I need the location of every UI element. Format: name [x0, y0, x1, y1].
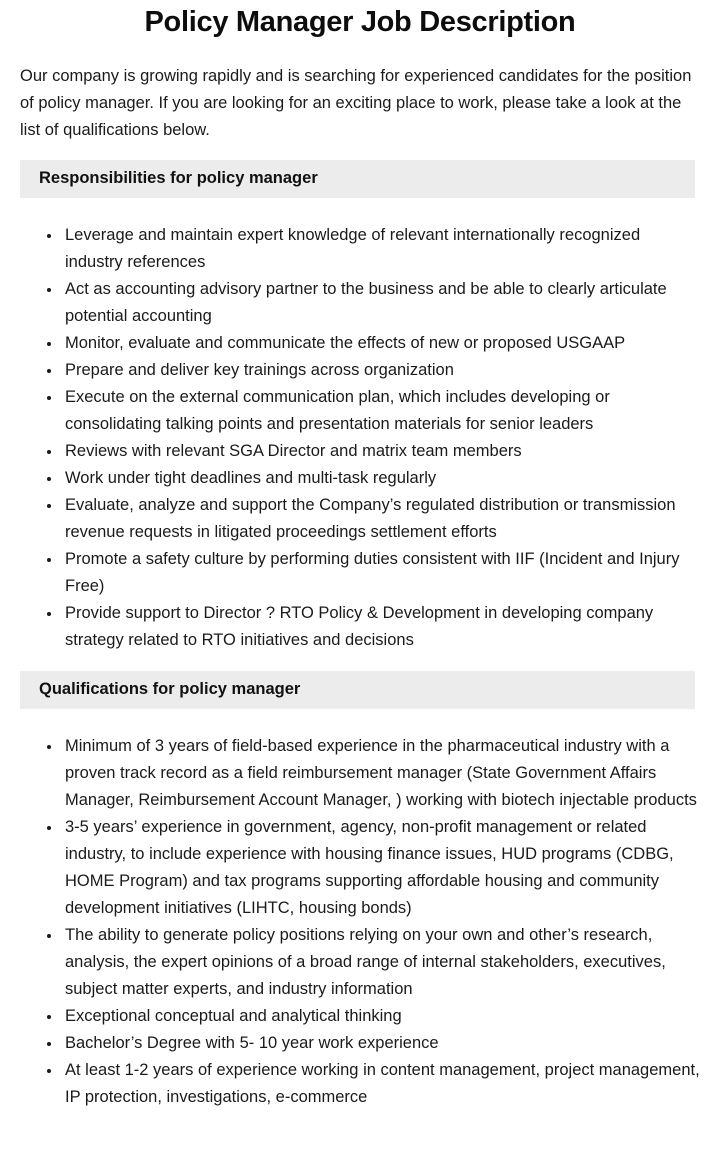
bullet-item: • 3-5 years’ experience in government, agency, non-profit management or related industry, to include experience with housing finance issues, HUD programs (CDBG, HOME Program) and tax programs supporting affordable housing and community development initiatives (LIHTC, housing bonds)	[62, 814, 700, 922]
bullet-item: • Exceptional conceptual and analytical thinking	[62, 1003, 700, 1030]
responsibilities-list	[20, 222, 700, 654]
section-header-qualifications: Qualifications for policy manager	[20, 671, 695, 709]
bullet-item: • Monitor, evaluate and communicate the effects of new or proposed USGAAP	[62, 330, 700, 357]
section-header-responsibilities: Responsibilities for policy manager	[20, 160, 695, 198]
bullet-item: • Bachelor’s Degree with 5- 10 year work experience	[62, 1030, 700, 1057]
bullet-item: • The ability to generate policy positions relying on your own and other’s research, analysis, the expert opinions of a broad range of internal stakeholders, executives, subject matter experts, and industry information	[62, 922, 700, 1003]
bullet-item: • Evaluate, analyze and support the Company’s regulated distribution or transmission revenue requests in litigated proceedings settlement efforts	[62, 492, 700, 546]
bullet-item: • Work under tight deadlines and multi-task regularly	[62, 465, 700, 492]
bullet-item: • Execute on the external communication plan, which includes developing or consolidating talking points and presentation materials for senior leaders	[62, 384, 700, 438]
page-title: Policy Manager Job Description	[144, 6, 576, 38]
bullet-item: • Promote a safety culture by performing duties consistent with IIF (Incident and Injury Free)	[62, 546, 700, 600]
bullet-item: • Provide support to Director ? RTO Policy & Development in developing company strategy related to RTO initiatives and decisions	[62, 600, 700, 654]
bullet-item: • Leverage and maintain expert knowledge of relevant internationally recognized industry references	[62, 222, 700, 276]
intro-paragraph: Our company is growing rapidly and is searching for experienced candidates for the position of policy manager. If you are looking for an exciting place to work, please take a look at the list of qualifications below.	[20, 67, 692, 139]
qualifications-list	[20, 733, 700, 1111]
bullet-item: • Reviews with relevant SGA Director and matrix team members	[62, 438, 700, 465]
bullet-item: • Minimum of 3 years of field-based experience in the pharmaceutical industry with a proven track record as a field reimbursement manager (State Government Affairs Manager, Reimbursement Account Manager, ) working with biotech injectable products	[62, 733, 700, 814]
bullet-item: • Act as accounting advisory partner to the business and be able to clearly articulate potential accounting	[62, 276, 700, 330]
bullet-item: • At least 1-2 years of experience working in content management, project management, IP protection, investigations, e-commerce	[62, 1057, 700, 1111]
bullet-item: • Prepare and deliver key trainings across organization	[62, 357, 700, 384]
